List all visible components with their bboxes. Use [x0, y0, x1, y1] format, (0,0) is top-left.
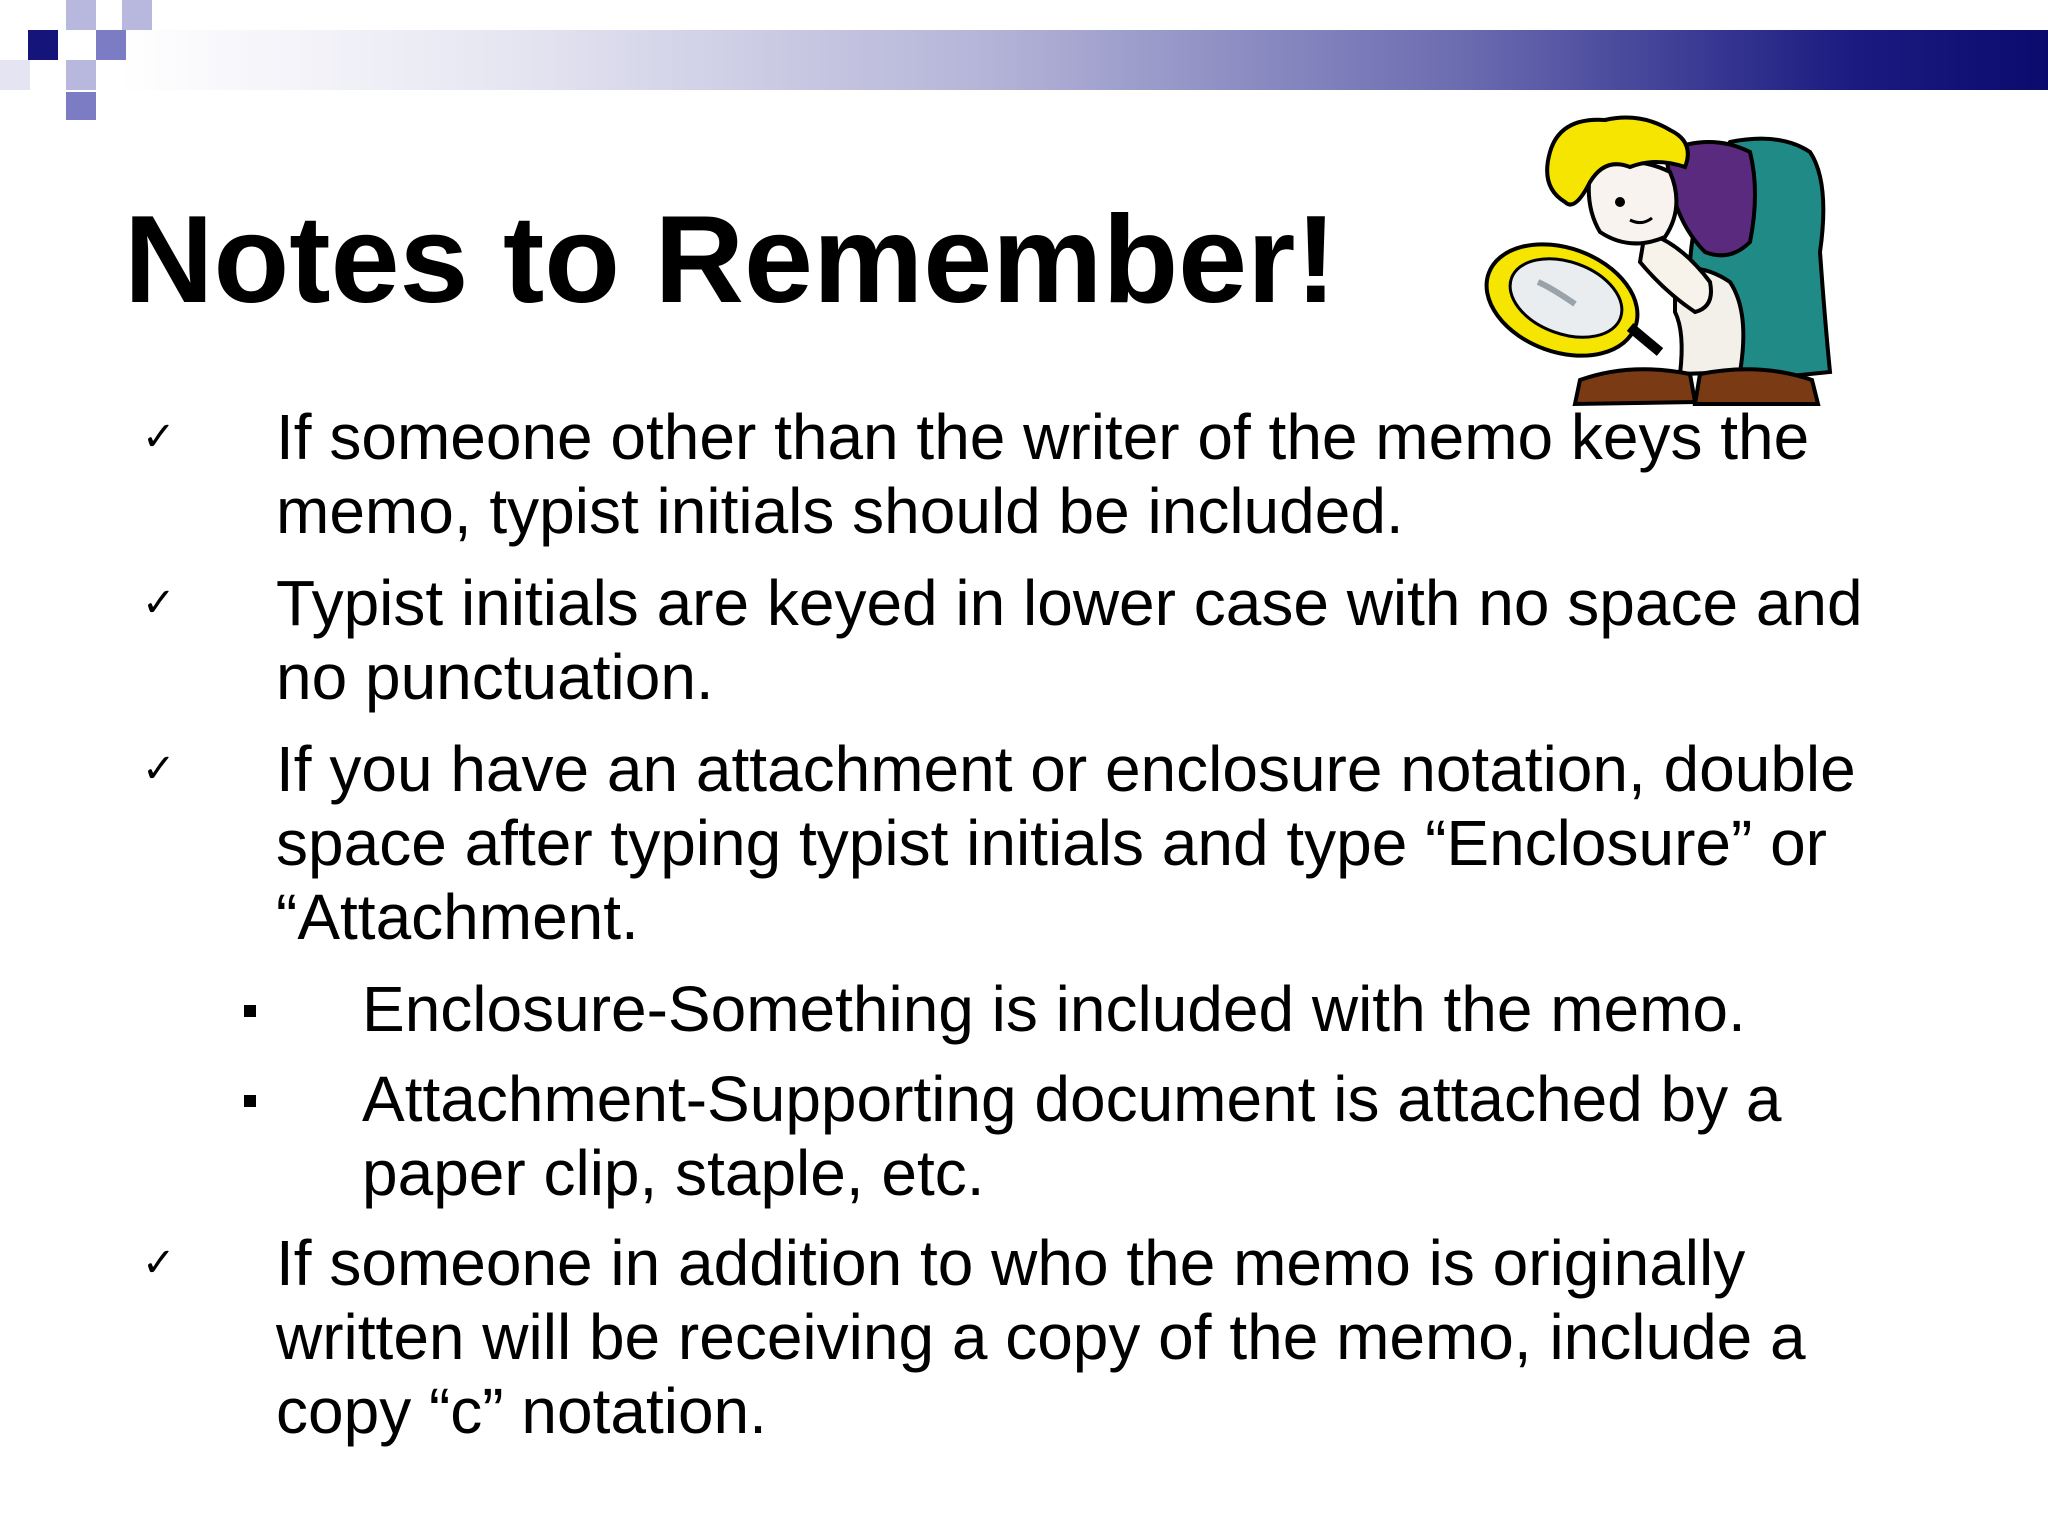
magnifying-glass-character-icon — [1480, 112, 1846, 416]
header-square-decoration — [28, 30, 58, 60]
header-square-decoration — [66, 92, 96, 120]
header-gradient-band — [120, 30, 2048, 90]
header-square-decoration — [0, 60, 30, 90]
list-item — [0, 1226, 2048, 1448]
header-square-decoration — [66, 60, 96, 90]
bullet-text: If someone other than the writer of the memo keys the memo, typist initials should be included. — [276, 401, 1810, 547]
bullet-text: If someone in addition to who the memo is originally written will be receiving a copy of the memo, include a copy “c” notation. — [276, 1227, 1806, 1447]
checkmark-icon: ✓ — [142, 747, 176, 791]
checkmark-icon: ✓ — [142, 415, 176, 459]
sub-bullet-text: Enclosure-Something is included with the memo. — [362, 973, 1746, 1045]
list-item — [0, 972, 2048, 1046]
header-square-decoration — [66, 0, 96, 30]
slide-title: Notes to Remember! — [124, 191, 1337, 329]
checkmark-icon: ✓ — [142, 581, 176, 625]
bullet-text: Typist initials are keyed in lower case with no space and no punctuation. — [276, 567, 1863, 713]
list-item — [0, 566, 2048, 714]
list-item — [0, 732, 2048, 954]
bullet-list — [0, 400, 2048, 1466]
sub-bullet-text: Attachment-Supporting document is attached by a paper clip, staple, etc. — [362, 1063, 1782, 1209]
square-bullet-icon — [244, 1062, 256, 1136]
checkmark-icon: ✓ — [142, 1241, 176, 1285]
bullet-text: If you have an attachment or enclosure notation, double space after typing typist initials and type “Enclosure” or “Attachment. — [276, 733, 1856, 953]
square-bullet-icon — [244, 972, 256, 1046]
list-item — [0, 400, 2048, 548]
header-square-decoration — [122, 0, 152, 30]
list-item — [0, 1062, 2048, 1210]
header-square-decoration — [96, 30, 126, 60]
